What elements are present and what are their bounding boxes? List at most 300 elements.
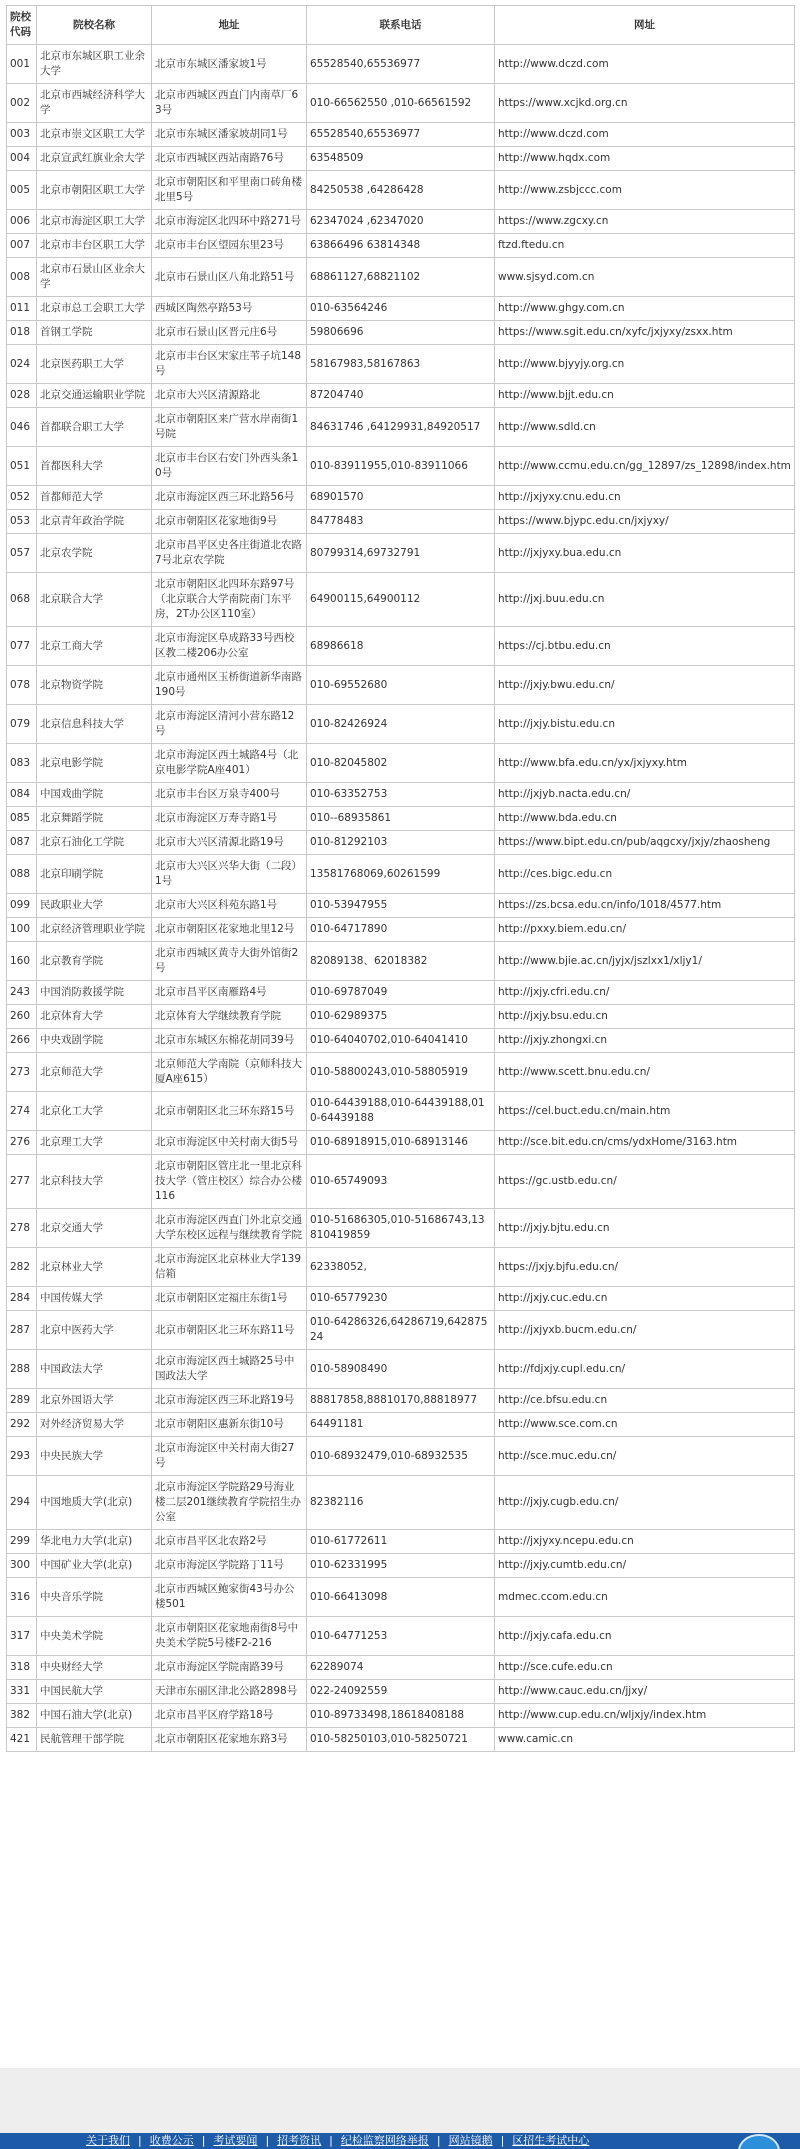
cell-name: 北京化工大学 <box>37 1092 152 1131</box>
cell-phone: 010-62331995 <box>307 1554 495 1578</box>
cell-website[interactable]: https://cj.btbu.edu.cn <box>495 627 795 666</box>
cell-name: 北京交通运输职业学院 <box>37 384 152 408</box>
cell-code: 276 <box>7 1131 37 1155</box>
cell-phone: 010-82426924 <box>307 705 495 744</box>
table-row <box>7 942 795 981</box>
cell-address: 北京市海淀区中关村南大街27号 <box>152 1437 307 1476</box>
cell-phone: 010-51686305,010-51686743,13810419859 <box>307 1209 495 1248</box>
cell-code: 289 <box>7 1389 37 1413</box>
cell-phone: 82089138、62018382 <box>307 942 495 981</box>
cell-website[interactable]: http://jxjy.cugb.edu.cn/ <box>495 1476 795 1530</box>
cell-code: 278 <box>7 1209 37 1248</box>
table-row <box>7 1476 795 1530</box>
cell-name: 北京市石景山区业余大学 <box>37 258 152 297</box>
cell-address: 北京市海淀区学院路29号海业楼二层201继续教育学院招生办公室 <box>152 1476 307 1530</box>
table-row <box>7 1617 795 1656</box>
cell-website[interactable]: http://www.bjyyjy.org.cn <box>495 345 795 384</box>
cell-name: 北京物资学院 <box>37 666 152 705</box>
footer-link[interactable]: 纪检监察网络举报 <box>340 2134 429 2147</box>
cell-address: 北京市海淀区北四环中路271号 <box>152 210 307 234</box>
cell-website[interactable]: http://jxjyxy.bua.edu.cn <box>495 534 795 573</box>
cell-website[interactable]: mdmec.ccom.edu.cn <box>495 1578 795 1617</box>
cell-name: 中央音乐学院 <box>37 1578 152 1617</box>
cell-address: 北京市海淀区西土城路25号中国政法大学 <box>152 1350 307 1389</box>
cell-website[interactable]: https://zs.bcsa.edu.cn/info/1018/4577.htm <box>495 894 795 918</box>
cell-phone: 010-53947955 <box>307 894 495 918</box>
cell-website[interactable]: http://jxjy.bwu.edu.cn/ <box>495 666 795 705</box>
cell-code: 053 <box>7 510 37 534</box>
cell-name: 北京电影学院 <box>37 744 152 783</box>
table-row <box>7 384 795 408</box>
cell-name: 北京市朝阳区职工大学 <box>37 171 152 210</box>
cell-code: 331 <box>7 1680 37 1704</box>
cell-website[interactable]: https://www.bipt.edu.cn/pub/aqgcxy/jxjy/zhaosheng <box>495 831 795 855</box>
cell-code: 316 <box>7 1578 37 1617</box>
table-row <box>7 1704 795 1728</box>
table-row <box>7 123 795 147</box>
table-row <box>7 486 795 510</box>
cell-address: 北京市大兴区科苑东路1号 <box>152 894 307 918</box>
table-row <box>7 1131 795 1155</box>
cell-code: 083 <box>7 744 37 783</box>
cell-phone: 84250538 ,64286428 <box>307 171 495 210</box>
cell-website[interactable]: http://www.bda.edu.cn <box>495 807 795 831</box>
cell-phone: 84631746 ,64129931,84920517 <box>307 408 495 447</box>
cell-phone: 84778483 <box>307 510 495 534</box>
cell-address: 北京市西城区西站南路76号 <box>152 147 307 171</box>
cell-code: 007 <box>7 234 37 258</box>
cell-address: 北京市东城区潘家坡胡同1号 <box>152 123 307 147</box>
cell-code: 078 <box>7 666 37 705</box>
cell-phone: 010-61772611 <box>307 1530 495 1554</box>
cell-name: 北京理工大学 <box>37 1131 152 1155</box>
cell-name: 北京中医药大学 <box>37 1311 152 1350</box>
cell-name: 中央美术学院 <box>37 1617 152 1656</box>
cell-phone: 68986618 <box>307 627 495 666</box>
cell-website[interactable]: http://ce.bfsu.edu.cn <box>495 1389 795 1413</box>
cell-name: 北京市丰台区职工大学 <box>37 234 152 258</box>
table-row <box>7 408 795 447</box>
cell-address: 北京市丰台区宋家庄苇子坑148号 <box>152 345 307 384</box>
cell-website[interactable]: http://sce.cufe.edu.cn <box>495 1656 795 1680</box>
header-code: 院校代码 <box>7 6 37 45</box>
cell-website[interactable]: http://sce.bit.edu.cn/cms/ydxHome/3163.htm <box>495 1131 795 1155</box>
table-row <box>7 981 795 1005</box>
table-row <box>7 534 795 573</box>
footer-separator: | <box>138 2134 142 2147</box>
table-container <box>6 5 794 1752</box>
table-row <box>7 1209 795 1248</box>
cell-phone: 010-64040702,010-64041410 <box>307 1029 495 1053</box>
cell-website[interactable]: http://ces.bigc.edu.cn <box>495 855 795 894</box>
cell-code: 300 <box>7 1554 37 1578</box>
cell-address: 北京市朝阳区北三环东路15号 <box>152 1092 307 1131</box>
cell-code: 273 <box>7 1053 37 1092</box>
table-row <box>7 297 795 321</box>
table-row <box>7 918 795 942</box>
cell-address: 北京师范大学南院（京师科技大厦A座615） <box>152 1053 307 1092</box>
table-row <box>7 1287 795 1311</box>
cell-address: 北京市朝阳区惠新东街10号 <box>152 1413 307 1437</box>
cell-address: 北京市朝阳区花家地南街8号中央美术学院5号楼F2-216 <box>152 1617 307 1656</box>
cell-phone: 010--68935861 <box>307 807 495 831</box>
cell-phone: 87204740 <box>307 384 495 408</box>
table-row <box>7 666 795 705</box>
cell-phone: 82382116 <box>307 1476 495 1530</box>
cell-name: 对外经济贸易大学 <box>37 1413 152 1437</box>
table-row <box>7 345 795 384</box>
cell-website[interactable]: https://www.bjypc.edu.cn/jxjyxy/ <box>495 510 795 534</box>
cell-website[interactable]: http://www.dczd.com <box>495 45 795 84</box>
footer-link[interactable]: 收费公示 <box>149 2134 194 2147</box>
table-row <box>7 1656 795 1680</box>
cell-name: 首都联合职工大学 <box>37 408 152 447</box>
cell-code: 046 <box>7 408 37 447</box>
cell-phone: 010-58250103,010-58250721 <box>307 1728 495 1752</box>
cell-phone: 010-64439188,010-64439188,010-64439188 <box>307 1092 495 1131</box>
cell-address: 北京市朝阳区定福庄东街1号 <box>152 1287 307 1311</box>
cell-phone: 63866496 63814348 <box>307 234 495 258</box>
table-row <box>7 171 795 210</box>
cell-website[interactable]: https://www.sgit.edu.cn/xyfc/jxjyxy/zsxx.htm <box>495 321 795 345</box>
footer-link[interactable]: 区招生考试中心 <box>512 2134 590 2147</box>
cell-name: 北京印刷学院 <box>37 855 152 894</box>
cell-name: 北京青年政治学院 <box>37 510 152 534</box>
cell-name: 中央民族大学 <box>37 1437 152 1476</box>
cell-code: 294 <box>7 1476 37 1530</box>
cell-phone: 68861127,68821102 <box>307 258 495 297</box>
cell-name: 中国政法大学 <box>37 1350 152 1389</box>
table-row <box>7 1029 795 1053</box>
header-name: 院校名称 <box>37 6 152 45</box>
cell-address: 北京市朝阳区来广营水岸南街1号院 <box>152 408 307 447</box>
table-row <box>7 45 795 84</box>
cell-code: 292 <box>7 1413 37 1437</box>
footer-link[interactable]: 招考资讯 <box>277 2134 322 2147</box>
cell-code: 011 <box>7 297 37 321</box>
cell-code: 287 <box>7 1311 37 1350</box>
cell-code: 277 <box>7 1155 37 1209</box>
cell-website[interactable]: http://jxjy.cumtb.edu.cn/ <box>495 1554 795 1578</box>
cell-website[interactable]: http://jxjy.cuc.edu.cn <box>495 1287 795 1311</box>
cell-phone: 010-65779230 <box>307 1287 495 1311</box>
cell-name: 北京市海淀区职工大学 <box>37 210 152 234</box>
cell-phone: 80799314,69732791 <box>307 534 495 573</box>
footer-separator: | <box>436 2134 441 2147</box>
cell-name: 北京经济管理职业学院 <box>37 918 152 942</box>
cell-phone: 65528540,65536977 <box>307 123 495 147</box>
cell-code: 317 <box>7 1617 37 1656</box>
cell-address: 北京市西城区黄寺大街外馆街2号 <box>152 942 307 981</box>
cell-website[interactable]: http://jxj.buu.edu.cn <box>495 573 795 627</box>
cell-code: 079 <box>7 705 37 744</box>
cell-name: 北京舞蹈学院 <box>37 807 152 831</box>
footer-link[interactable]: 考试要闻 <box>213 2134 258 2147</box>
table-row <box>7 894 795 918</box>
cell-phone: 010-83911955,010-83911066 <box>307 447 495 486</box>
table-row <box>7 1413 795 1437</box>
cell-website[interactable]: http://jxjy.cafa.edu.cn <box>495 1617 795 1656</box>
cell-code: 005 <box>7 171 37 210</box>
cell-website[interactable]: ftzd.ftedu.cn <box>495 234 795 258</box>
table-row <box>7 1554 795 1578</box>
cell-phone: 62289074 <box>307 1656 495 1680</box>
cell-website[interactable]: http://www.sce.com.cn <box>495 1413 795 1437</box>
cell-code: 018 <box>7 321 37 345</box>
cell-phone: 010-68918915,010-68913146 <box>307 1131 495 1155</box>
cell-name: 北京联合大学 <box>37 573 152 627</box>
header-website: 网址 <box>495 6 795 45</box>
cell-code: 382 <box>7 1704 37 1728</box>
cell-name: 北京宣武红旗业余大学 <box>37 147 152 171</box>
cell-name: 北京市西城经济科学大学 <box>37 84 152 123</box>
cell-phone: 010-64286326,64286719,64287524 <box>307 1311 495 1350</box>
cell-name: 民政职业大学 <box>37 894 152 918</box>
cell-website[interactable]: http://jxjyb.nacta.edu.cn/ <box>495 783 795 807</box>
cell-website[interactable]: http://www.dczd.com <box>495 123 795 147</box>
cell-address: 北京市海淀区学院南路39号 <box>152 1656 307 1680</box>
cell-website[interactable]: https://cel.buct.edu.cn/main.htm <box>495 1092 795 1131</box>
cell-name: 中国矿业大学(北京) <box>37 1554 152 1578</box>
cell-name: 北京科技大学 <box>37 1155 152 1209</box>
cell-address: 北京市石景山区晋元庄6号 <box>152 321 307 345</box>
cell-phone: 63548509 <box>307 147 495 171</box>
cell-address: 北京市朝阳区花家地东路3号 <box>152 1728 307 1752</box>
cell-address: 北京市昌平区史各庄街道北农路7号北京农学院 <box>152 534 307 573</box>
cell-address: 天津市东丽区津北公路2898号 <box>152 1680 307 1704</box>
cell-address: 北京市海淀区万寿寺路1号 <box>152 807 307 831</box>
cell-address: 北京市通州区玉桥街道新华南路190号 <box>152 666 307 705</box>
cell-website[interactable]: www.camic.cn <box>495 1728 795 1752</box>
cell-phone: 88817858,88810170,88818977 <box>307 1389 495 1413</box>
table-row <box>7 1248 795 1287</box>
cell-address: 北京市大兴区清源北路19号 <box>152 831 307 855</box>
table-row <box>7 234 795 258</box>
cell-address: 北京市大兴区兴华大街（二段）1号 <box>152 855 307 894</box>
cell-phone: 010-58800243,010-58805919 <box>307 1053 495 1092</box>
cell-name: 首钢工学院 <box>37 321 152 345</box>
cell-website[interactable]: http://www.bjie.ac.cn/jyjx/jszlxx1/xljy1/ <box>495 942 795 981</box>
cell-name: 首都师范大学 <box>37 486 152 510</box>
cell-name: 中国戏曲学院 <box>37 783 152 807</box>
badge-icon[interactable] <box>738 2134 780 2149</box>
cell-address: 北京市大兴区清源路北 <box>152 384 307 408</box>
cell-website[interactable]: http://jxjyxy.ncepu.edu.cn <box>495 1530 795 1554</box>
cell-phone: 68901570 <box>307 486 495 510</box>
cell-website[interactable]: https://gc.ustb.edu.cn/ <box>495 1155 795 1209</box>
cell-phone: 010-66562550 ,010-66561592 <box>307 84 495 123</box>
cell-name: 中国石油大学(北京) <box>37 1704 152 1728</box>
cell-name: 北京农学院 <box>37 534 152 573</box>
cell-address: 北京市丰台区万泉寺400号 <box>152 783 307 807</box>
cell-code: 284 <box>7 1287 37 1311</box>
table-row <box>7 258 795 297</box>
table-row <box>7 1005 795 1029</box>
cell-website[interactable]: http://www.ccmu.edu.cn/gg_12897/zs_12898/index.htm <box>495 447 795 486</box>
cell-phone: 010-62989375 <box>307 1005 495 1029</box>
footer-separator: | <box>329 2134 333 2147</box>
cell-website[interactable]: https://www.zgcxy.cn <box>495 210 795 234</box>
cell-address: 北京市海淀区清河小营东路12号 <box>152 705 307 744</box>
cell-website[interactable]: http://www.zsbjccc.com <box>495 171 795 210</box>
cell-phone: 022-24092559 <box>307 1680 495 1704</box>
table-row <box>7 1053 795 1092</box>
cell-name: 北京工商大学 <box>37 627 152 666</box>
cell-website[interactable]: http://www.sdld.cn <box>495 408 795 447</box>
header-address: 地址 <box>152 6 307 45</box>
table-body <box>7 45 795 1752</box>
cell-code: 057 <box>7 534 37 573</box>
cell-phone: 62347024 ,62347020 <box>307 210 495 234</box>
cell-phone: 13581768069,60261599 <box>307 855 495 894</box>
cell-name: 北京师范大学 <box>37 1053 152 1092</box>
cell-name: 中国地质大学(北京) <box>37 1476 152 1530</box>
cell-address: 北京市东城区潘家坡1号 <box>152 45 307 84</box>
cell-phone: 010-63352753 <box>307 783 495 807</box>
cell-website[interactable]: http://jxjy.bistu.edu.cn <box>495 705 795 744</box>
cell-name: 北京林业大学 <box>37 1248 152 1287</box>
cell-website[interactable]: http://www.cup.edu.cn/wljxjy/index.htm <box>495 1704 795 1728</box>
cell-address: 北京市海淀区中关村南大街5号 <box>152 1131 307 1155</box>
cell-name: 北京石油化工学院 <box>37 831 152 855</box>
cell-name: 北京信息科技大学 <box>37 705 152 744</box>
cell-code: 266 <box>7 1029 37 1053</box>
table-row <box>7 1311 795 1350</box>
cell-website[interactable]: http://jxjyxb.bucm.edu.cn/ <box>495 1311 795 1350</box>
cell-website[interactable]: http://pxxy.biem.edu.cn/ <box>495 918 795 942</box>
cell-code: 006 <box>7 210 37 234</box>
cell-name: 北京教育学院 <box>37 942 152 981</box>
cell-website[interactable]: http://sce.muc.edu.cn/ <box>495 1437 795 1476</box>
cell-phone: 010-63564246 <box>307 297 495 321</box>
cell-code: 243 <box>7 981 37 1005</box>
cell-website[interactable]: http://www.bjjt.edu.cn <box>495 384 795 408</box>
table-row <box>7 447 795 486</box>
cell-address: 北京市海淀区阜成路33号西校区教二楼206办公室 <box>152 627 307 666</box>
cell-website[interactable]: http://jxjy.bsu.edu.cn <box>495 1005 795 1029</box>
cell-name: 中国消防救援学院 <box>37 981 152 1005</box>
cell-phone: 010-68932479,010-68932535 <box>307 1437 495 1476</box>
table-row <box>7 210 795 234</box>
cell-name: 民航管理干部学院 <box>37 1728 152 1752</box>
cell-phone: 010-82045802 <box>307 744 495 783</box>
cell-name: 中国民航大学 <box>37 1680 152 1704</box>
footer-separator: | <box>265 2134 270 2147</box>
cell-address: 北京市海淀区西三环北路56号 <box>152 486 307 510</box>
cell-name: 北京医药职工大学 <box>37 345 152 384</box>
cell-website[interactable]: http://www.ghgy.com.cn <box>495 297 795 321</box>
cell-code: 028 <box>7 384 37 408</box>
cell-phone: 62338052, <box>307 1248 495 1287</box>
cell-website[interactable]: https://www.xcjkd.org.cn <box>495 84 795 123</box>
cell-website[interactable]: http://jxjy.cfri.edu.cn/ <box>495 981 795 1005</box>
cell-code: 052 <box>7 486 37 510</box>
cell-address: 北京市朝阳区花家地北里12号 <box>152 918 307 942</box>
cell-address: 北京市海淀区西直门外北京交通大学东校区远程与继续教育学院 <box>152 1209 307 1248</box>
cell-phone: 65528540,65536977 <box>307 45 495 84</box>
cell-website[interactable]: http://www.cauc.edu.cn/jjxy/ <box>495 1680 795 1704</box>
cell-website[interactable]: http://jxjyxy.cnu.edu.cn <box>495 486 795 510</box>
cell-address: 北京市朝阳区北四环东路97号（北京联合大学南院南门东平房，2T办公区110室） <box>152 573 307 627</box>
footer-separator: | <box>500 2134 505 2147</box>
cell-phone: 58167983,58167863 <box>307 345 495 384</box>
cell-website[interactable]: http://jxjy.zhongxi.cn <box>495 1029 795 1053</box>
cell-name: 中国传媒大学 <box>37 1287 152 1311</box>
table-row <box>7 147 795 171</box>
cell-name: 北京市崇文区职工大学 <box>37 123 152 147</box>
cell-code: 421 <box>7 1728 37 1752</box>
cell-code: 282 <box>7 1248 37 1287</box>
cell-website[interactable]: http://www.hqdx.com <box>495 147 795 171</box>
cell-address: 北京市朝阳区和平里南口砖角楼北里5号 <box>152 171 307 210</box>
cell-code: 008 <box>7 258 37 297</box>
cell-name: 北京市总工会职工大学 <box>37 297 152 321</box>
cell-name: 华北电力大学(北京) <box>37 1530 152 1554</box>
cell-website[interactable]: http://fdjxjy.cupl.edu.cn/ <box>495 1350 795 1389</box>
cell-code: 288 <box>7 1350 37 1389</box>
cell-code: 260 <box>7 1005 37 1029</box>
cell-address: 北京市昌平区北农路2号 <box>152 1530 307 1554</box>
cell-address: 北京市昌平区南雁路4号 <box>152 981 307 1005</box>
table-row <box>7 627 795 666</box>
cell-code: 293 <box>7 1437 37 1476</box>
table-row <box>7 783 795 807</box>
header-phone: 联系电话 <box>307 6 495 45</box>
table-row <box>7 84 795 123</box>
cell-website[interactable]: http://www.scett.bnu.edu.cn/ <box>495 1053 795 1092</box>
table-row <box>7 321 795 345</box>
cell-name: 北京外国语大学 <box>37 1389 152 1413</box>
cell-code: 003 <box>7 123 37 147</box>
cell-code: 084 <box>7 783 37 807</box>
cell-code: 051 <box>7 447 37 486</box>
cell-name: 北京体育大学 <box>37 1005 152 1029</box>
table-row <box>7 510 795 534</box>
cell-address: 北京市西城区西直门内南草厂63号 <box>152 84 307 123</box>
college-table <box>6 5 795 1752</box>
cell-name: 首都医科大学 <box>37 447 152 486</box>
cell-phone: 010-64717890 <box>307 918 495 942</box>
cell-address: 北京市朝阳区管庄北一里北京科技大学（管庄校区）综合办公楼116 <box>152 1155 307 1209</box>
cell-website[interactable]: https://jxjy.bjfu.edu.cn/ <box>495 1248 795 1287</box>
cell-address: 北京市朝阳区花家地街9号 <box>152 510 307 534</box>
table-row <box>7 1092 795 1131</box>
table-row <box>7 1350 795 1389</box>
cell-address: 北京市丰台区望园东里23号 <box>152 234 307 258</box>
footer-link[interactable]: 关于我们 <box>86 2134 130 2147</box>
cell-website[interactable]: www.sjsyd.com.cn <box>495 258 795 297</box>
cell-website[interactable]: http://www.bfa.edu.cn/yx/jxjyxy.htm <box>495 744 795 783</box>
table-row <box>7 807 795 831</box>
cell-code: 299 <box>7 1530 37 1554</box>
cell-website[interactable]: http://jxjy.bjtu.edu.cn <box>495 1209 795 1248</box>
table-row <box>7 1437 795 1476</box>
cell-address: 北京市海淀区西三环北路19号 <box>152 1389 307 1413</box>
table-row <box>7 1728 795 1752</box>
cell-phone: 010-65749093 <box>307 1155 495 1209</box>
cell-address: 北京市西城区鲍家街43号办公楼501 <box>152 1578 307 1617</box>
cell-phone: 010-66413098 <box>307 1578 495 1617</box>
cell-phone: 010-89733498,18618408188 <box>307 1704 495 1728</box>
cell-address: 北京市海淀区北京林业大学139信箱 <box>152 1248 307 1287</box>
footer-link[interactable]: 网站镜鹅 <box>448 2134 493 2147</box>
table-header-row <box>7 6 795 45</box>
table-row <box>7 1680 795 1704</box>
footer-links <box>86 2133 597 2149</box>
cell-code: 318 <box>7 1656 37 1680</box>
cell-phone: 010-64771253 <box>307 1617 495 1656</box>
cell-address: 北京市昌平区府学路18号 <box>152 1704 307 1728</box>
